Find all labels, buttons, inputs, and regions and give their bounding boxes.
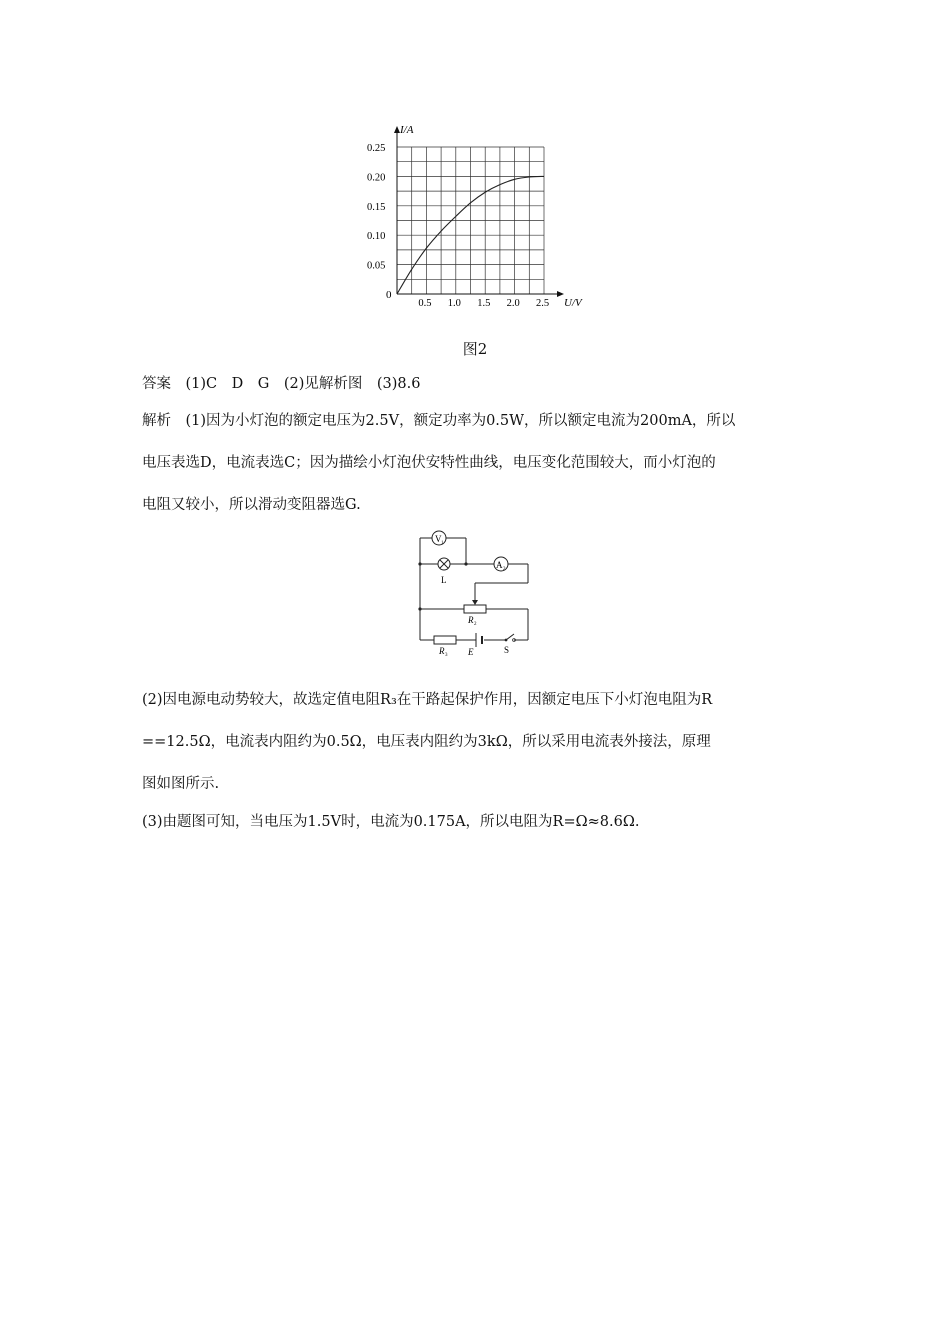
y-tick-label: 0.05 <box>367 260 386 272</box>
y-tick-label: 0.25 <box>367 143 386 154</box>
part2-line-2: ==12.5Ω，电流表内阻约为0.5Ω，电压表内阻约为3kΩ，所以采用电流表外接法，原理 <box>142 734 711 750</box>
y-tick-label: 0.15 <box>367 201 386 213</box>
battery-symbol <box>467 633 482 657</box>
chart-ticks <box>367 143 549 309</box>
x-tick-label: 1.0 <box>447 298 461 309</box>
analysis-line-2: 电压表选D，电流表选C；因为描绘小灯泡伏安特性曲线，电压变化范围较大，而小灯泡的 <box>142 455 716 471</box>
x-axis-arrow <box>557 291 564 297</box>
svg-text:V: V <box>435 534 442 544</box>
figure-caption: 图2 <box>462 340 488 358</box>
x-tick-label: 2.0 <box>506 298 520 309</box>
answer-line: 答案 (1)C D G (2)见解析图 (3)8.6 <box>142 376 421 392</box>
x-tick-label: 2.5 <box>536 298 550 309</box>
lamp-symbol <box>438 558 450 585</box>
chart-grid <box>397 147 544 294</box>
analysis-line-3: 电阻又较小，所以滑动变阻器选G. <box>142 497 361 513</box>
analysis-line-1: 解析 (1)因为小灯泡的额定电压为2.5V，额定功率为0.5W，所以额定电流为200mA，所以 <box>142 413 736 429</box>
switch-symbol <box>504 634 515 655</box>
svg-text:E: E <box>468 647 474 657</box>
part2-line-1: (2)因电源电动势较大，故选定值电阻R₃在干路起保护作用，因额定电压下小灯泡电阻为R <box>142 692 713 708</box>
svg-text:2: 2 <box>503 567 506 572</box>
svg-text:S: S <box>504 645 510 655</box>
chart-axes <box>394 126 564 297</box>
y-tick-label: 0.20 <box>367 172 386 184</box>
x-tick-label: 0.5 <box>418 298 432 309</box>
svg-text:3: 3 <box>445 653 448 658</box>
svg-text:2: 2 <box>474 622 477 627</box>
y-axis-label: I/A <box>400 124 414 136</box>
ammeter-symbol <box>494 557 508 572</box>
svg-text:R: R <box>468 615 474 625</box>
rheostat-symbol <box>464 600 486 627</box>
svg-text:R: R <box>439 646 445 656</box>
x-tick-label: 1.5 <box>477 298 491 309</box>
svg-text:1: 1 <box>441 541 444 546</box>
iu-chart <box>350 120 600 315</box>
resistor-symbol <box>434 636 456 658</box>
svg-text:L: L <box>441 575 447 585</box>
y-tick-label: 0.10 <box>367 231 386 243</box>
svg-text:A: A <box>496 560 503 570</box>
circuit-diagram <box>410 528 542 658</box>
voltmeter-symbol <box>432 531 446 546</box>
part2-line-3: 图如图所示. <box>142 776 220 792</box>
x-axis-label: U/V <box>564 297 582 309</box>
origin-label: 0 <box>386 289 392 301</box>
part3-line-1: (3)由题图可知，当电压为1.5V时，电流为0.175A，所以电阻为R=Ω≈8.6Ω. <box>142 814 640 830</box>
